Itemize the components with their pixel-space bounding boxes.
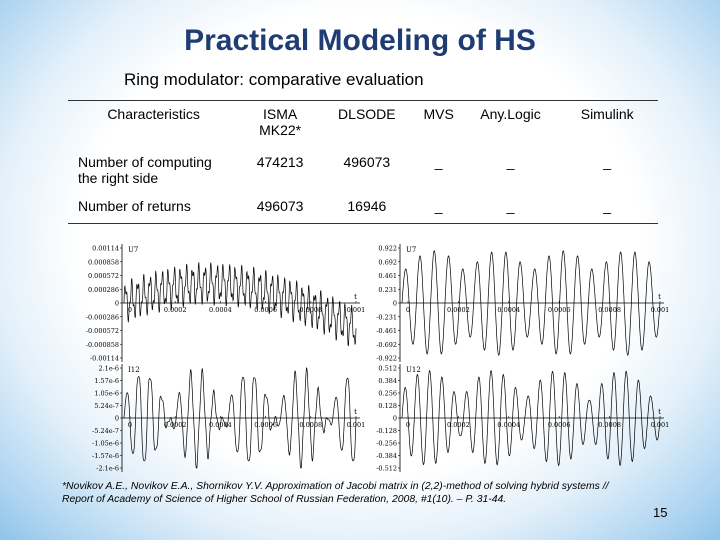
y-tick-label: -5.24e-7 [92, 427, 119, 435]
y-tick-label: -0.692 [376, 340, 397, 349]
x-tick-label: 0.0008 [299, 421, 323, 429]
series-label: U7 [128, 246, 139, 254]
y-tick-label: -0.000286 [85, 313, 119, 322]
y-tick-label: 0.00114 [92, 244, 119, 253]
header-isma: ISMA MK22* [239, 101, 321, 150]
y-tick-label: 0.461 [378, 272, 397, 280]
y-tick-label: -0.461 [376, 327, 397, 335]
y-tick-label: 0 [114, 299, 119, 308]
waveform-line [124, 368, 356, 468]
header-simulink: Simulink [556, 101, 658, 150]
waveform-line [124, 263, 356, 347]
y-tick-label: 0 [392, 299, 397, 308]
y-tick-label: 0 [114, 414, 119, 423]
x-tick-label: 0.0008 [299, 306, 323, 314]
y-tick-label: 0.922 [378, 244, 397, 253]
table-cell: _ [603, 154, 612, 170]
oscillogram-plots [60, 238, 670, 476]
x-tick-label: 0.001 [650, 421, 670, 429]
y-tick-label: -0.231 [376, 313, 397, 322]
x-tick-label: 0 [127, 306, 133, 314]
table-cell: 496073 [239, 193, 321, 224]
series-label: U12 [406, 366, 421, 374]
table-row [68, 149, 658, 193]
y-tick-label: -0.384 [376, 452, 397, 460]
x-tick-label: 0.0004 [497, 306, 521, 314]
x-tick-label: 0.001 [650, 306, 670, 314]
y-tick-label: -1.05e-6 [92, 439, 119, 448]
x-tick-label: 0 [127, 421, 133, 429]
y-tick-label: -0.922 [376, 354, 397, 363]
x-tick-label: 0.0006 [547, 421, 571, 429]
y-tick-label: 0.692 [378, 258, 397, 267]
x-tick-label: 0.0002 [447, 421, 470, 429]
x-tick-label: 0.0004 [497, 421, 521, 429]
header-anylogic: Any.Logic [465, 101, 557, 150]
y-tick-label: 0.256 [378, 389, 397, 398]
header-characteristics: Characteristics [68, 101, 239, 150]
y-tick-label: 1.57e-6 [94, 377, 119, 385]
y-tick-label: 0.000286 [87, 285, 119, 294]
y-tick-label: -0.256 [376, 439, 397, 448]
x-axis-name: t [354, 408, 357, 416]
y-tick-label: 2.1e-6 [98, 364, 119, 373]
table-cell: Number of returns [68, 193, 239, 224]
slide-subtitle: Ring modulator: comparative evaluation [124, 70, 424, 89]
y-tick-label: -0.000858 [85, 340, 119, 349]
x-tick-label: 0.0002 [163, 306, 187, 314]
series-label: U7 [406, 246, 417, 254]
table-cell: _ [465, 193, 557, 224]
y-tick-label: 0.231 [378, 285, 397, 294]
table-cell: 474213 [256, 154, 304, 170]
table-cell: _ [556, 193, 658, 224]
series-label: I12 [128, 366, 140, 374]
header-dlsode: DLSODE [321, 101, 413, 150]
comparison-table [68, 100, 658, 224]
x-axis-name: t [658, 408, 661, 416]
table-header-row [68, 101, 658, 150]
x-tick-label: 0 [405, 421, 411, 429]
header-mvs: MVS [413, 101, 465, 150]
x-tick-label: 0.0004 [209, 306, 232, 314]
x-tick-label: 0.0008 [598, 421, 621, 429]
x-tick-label: 0.0002 [163, 421, 187, 429]
y-tick-label: -0.512 [376, 464, 397, 473]
y-tick-label: -2.1e-6 [96, 464, 119, 473]
table-cell: Number of computing the right side [78, 154, 212, 186]
y-tick-label: 0.000572 [87, 272, 119, 280]
y-tick-label: 1.05e-6 [94, 389, 119, 398]
slide-title: Practical Modeling of HS [184, 24, 536, 57]
y-tick-label: 0.384 [378, 377, 397, 385]
y-tick-label: -0.128 [376, 427, 397, 435]
x-tick-label: 0.001 [346, 306, 366, 314]
x-axis-name: t [658, 293, 661, 301]
y-tick-label: 5.24e-7 [94, 402, 119, 410]
y-tick-label: -1.57e-6 [92, 452, 119, 460]
x-tick-label: 0 [405, 306, 411, 314]
x-tick-label: 0.0006 [254, 306, 277, 314]
table-row [68, 193, 658, 224]
table-cell: _ [413, 193, 465, 224]
y-tick-label: -0.00114 [89, 354, 119, 363]
x-tick-label: 0.0008 [598, 306, 621, 314]
footnote: *Novikov A.E., Novikov E.A., Shornikov Y.V. Approximation of Jacobi matrix in (2,2)-method of solving hybrid systems // Report of Academy of Science of Higher School of Russian Federation, 2008, #1(10). – P. 31-44. [62, 481, 609, 505]
y-tick-label: 0 [392, 414, 397, 423]
x-tick-label: 0.001 [346, 421, 366, 429]
table-cell: 16946 [321, 193, 413, 224]
x-tick-label: 0.0004 [209, 421, 232, 429]
table-cell: _ [434, 154, 443, 170]
x-axis-name: t [354, 293, 357, 301]
y-tick-label: 0.128 [378, 402, 397, 410]
x-tick-label: 0.0002 [447, 306, 470, 314]
table-cell: 496073 [343, 154, 391, 170]
y-tick-label: 0.000858 [87, 258, 119, 267]
table-cell: _ [506, 154, 515, 170]
y-tick-label: -0.000572 [85, 327, 119, 335]
y-tick-label: 0.512 [378, 364, 397, 373]
page-number: 15 [653, 505, 668, 520]
x-tick-label: 0.0006 [254, 421, 277, 429]
x-tick-label: 0.0006 [547, 306, 571, 314]
